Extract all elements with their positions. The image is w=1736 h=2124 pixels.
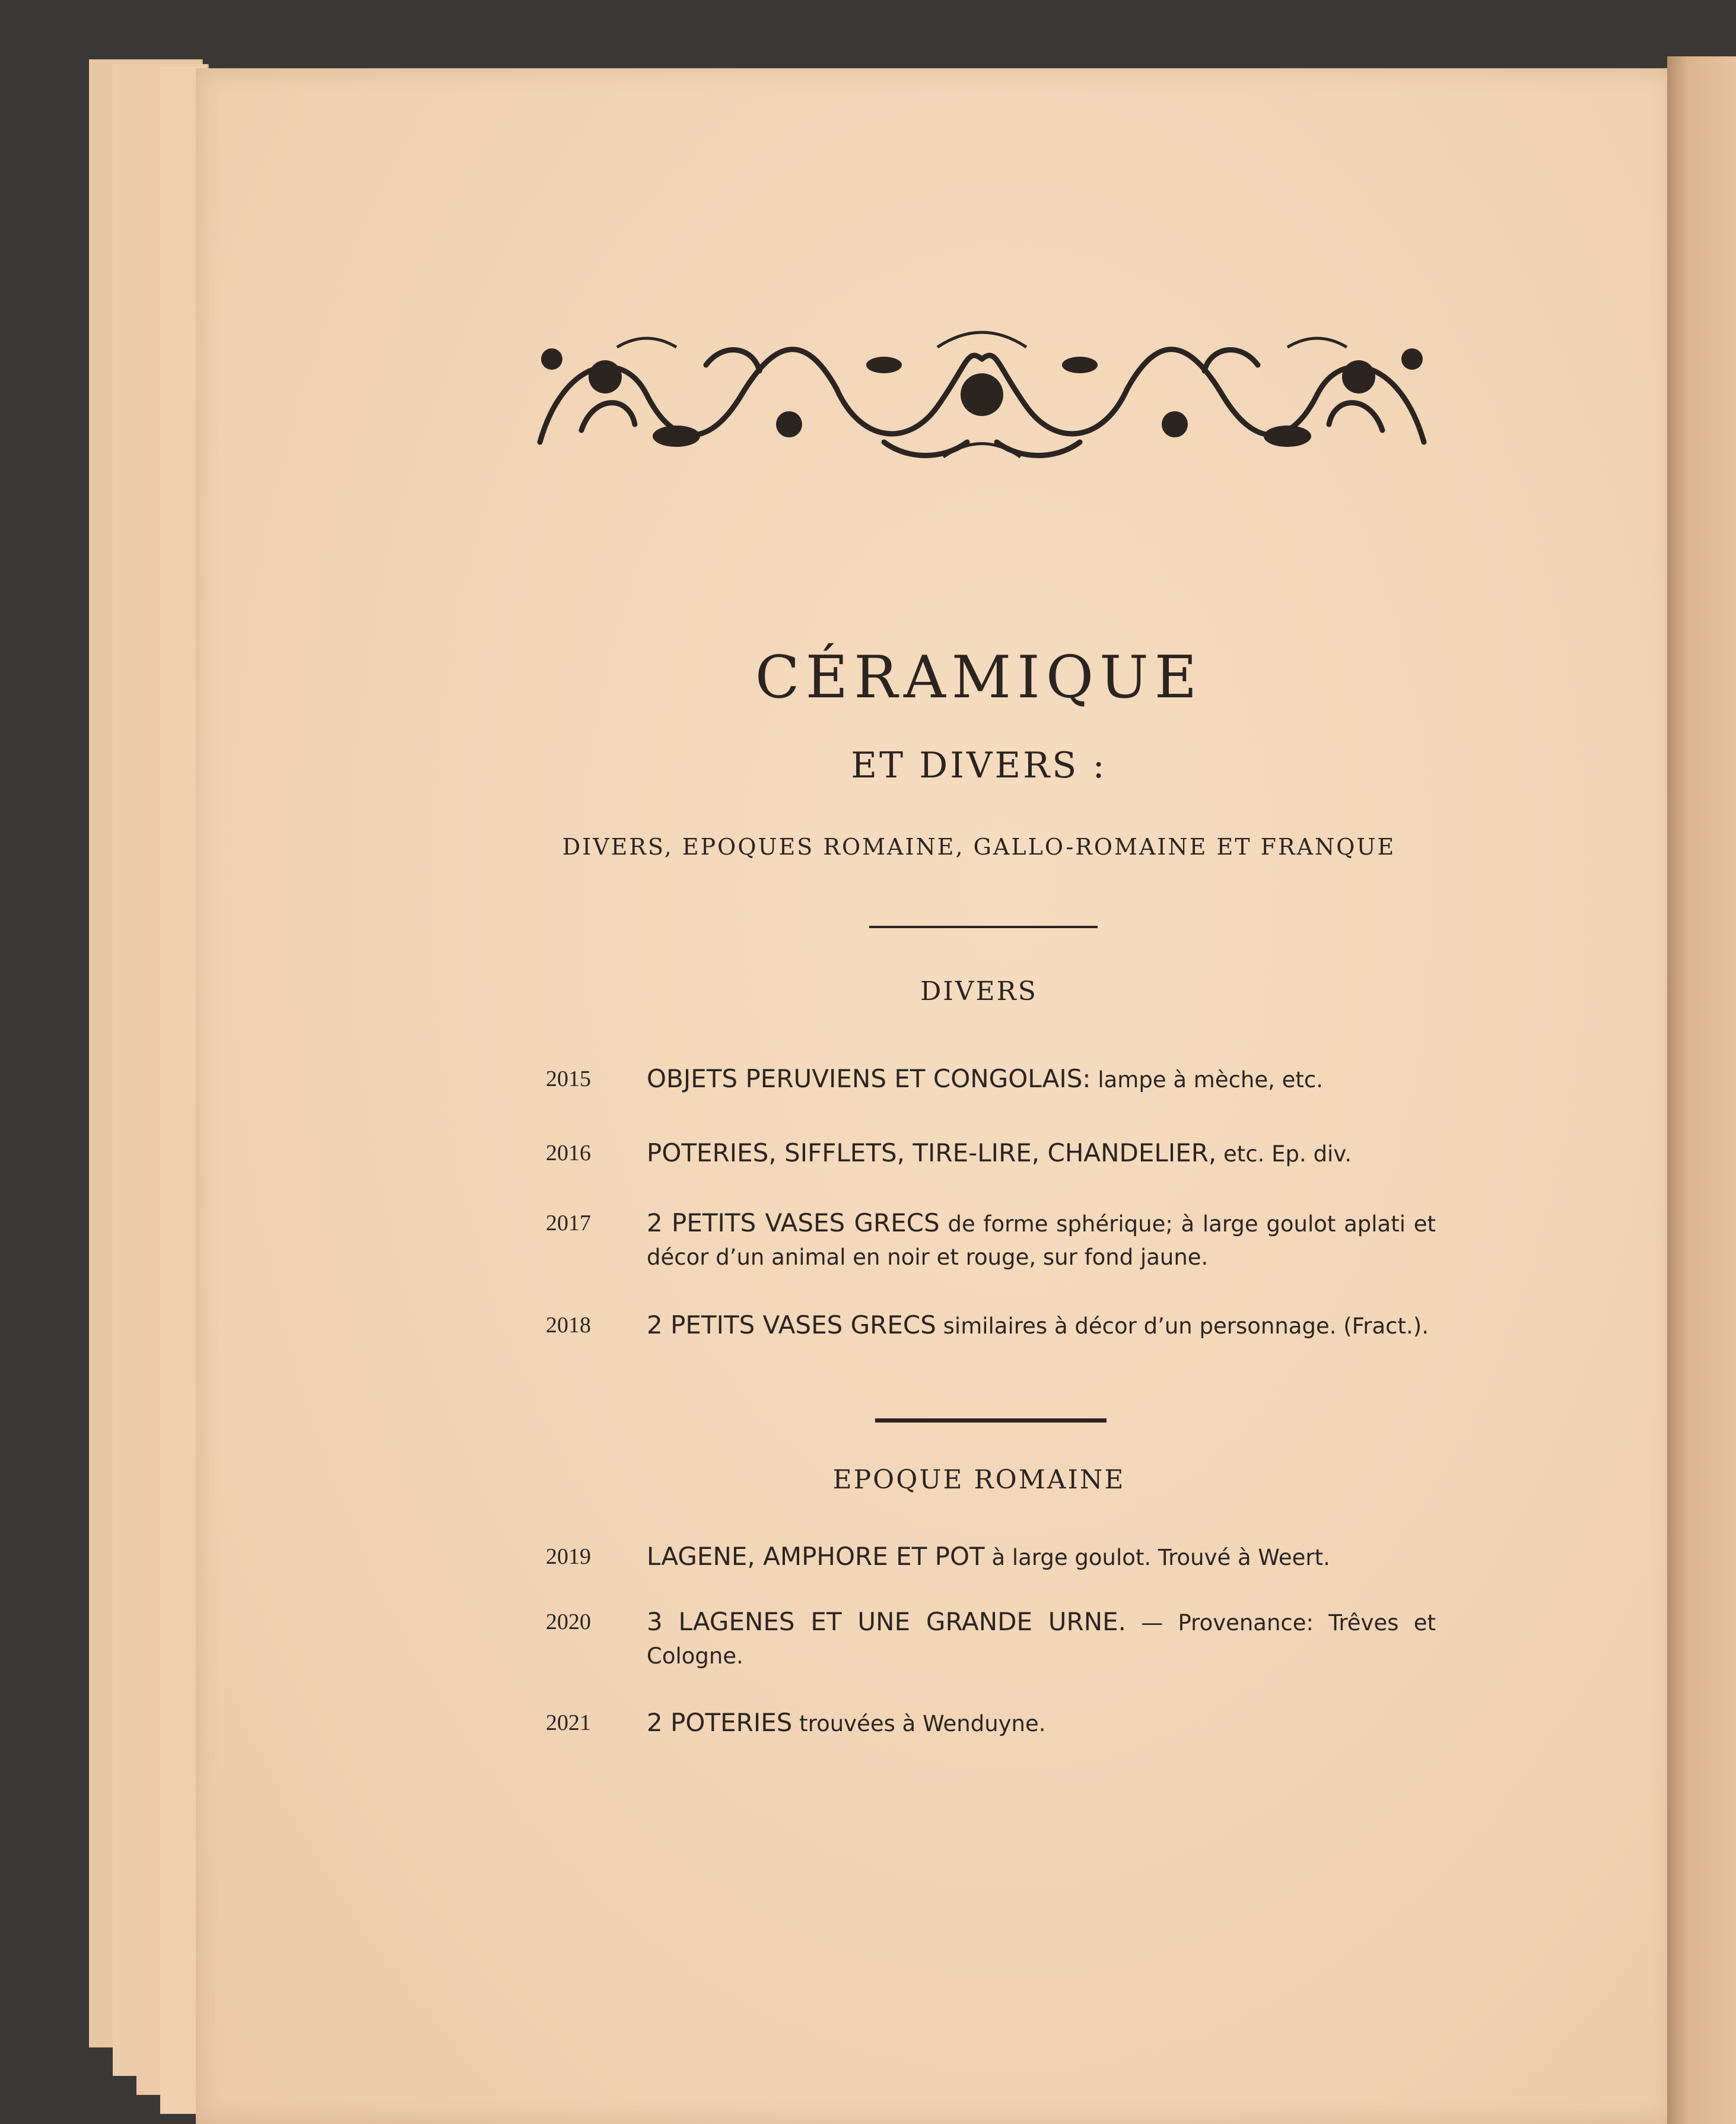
lot-number: 2021 [546, 1710, 591, 1735]
lot-title: LAGENE, AMPHORE ET POT [647, 1542, 985, 1571]
divider [869, 926, 1098, 928]
section-heading-epoque-romaine: EPOQUE ROMAINE [832, 1465, 1125, 1495]
lot-number: 2016 [546, 1141, 591, 1166]
lot-details: etc. Ep. div. [1216, 1141, 1352, 1167]
divider [875, 1418, 1107, 1423]
lot-details: — Provenance: Trêves et Cologne. [647, 1610, 1436, 1669]
page-title: CÉRAMIQUE [755, 644, 1203, 712]
lot-description [647, 1540, 1436, 1574]
lot-title: 2 PETITS VASES GRECS [647, 1310, 936, 1339]
section-heading-divers: DIVERS [920, 976, 1038, 1007]
lot-number: 2017 [546, 1211, 591, 1236]
lot-description [647, 1605, 1436, 1673]
lot-number: 2019 [546, 1544, 591, 1569]
page-subheading: DIVERS, EPOQUES ROMAINE, GALLO-ROMAINE ET FRANQUE [562, 834, 1396, 860]
lot-title: 2 PETITS VASES GRECS [647, 1208, 940, 1237]
lot-title: 3 LAGENES ET UNE GRANDE URNE. [647, 1607, 1127, 1636]
lot-details: similaires à décor d’un personnage. (Fract.). [936, 1313, 1429, 1339]
lot-description [647, 1706, 1436, 1741]
lot-details: à large goulot. Trouvé à Weert. [984, 1545, 1330, 1570]
lot-title: 2 POTERIES [647, 1708, 793, 1737]
lot-number: 2020 [546, 1609, 591, 1634]
lot-details: lampe à mèche, etc. [1090, 1067, 1324, 1093]
lot-description [647, 1062, 1436, 1097]
lot-details: de forme sphérique; à large goulot aplati et décor d’un animal en noir et rouge, sur fond jaune. [647, 1211, 1436, 1270]
book-gutter [1667, 56, 1736, 2124]
page-subtitle: ET DIVERS : [851, 745, 1107, 786]
lot-title: OBJETS PERUVIENS ET CONGOLAIS: [647, 1064, 1091, 1093]
lot-title: POTERIES, SIFFLETS, TIRE-LIRE, CHANDELIER, [647, 1138, 1217, 1167]
lot-description [647, 1309, 1436, 1343]
lot-details: trouvées à Wenduyne. [792, 1711, 1046, 1736]
lot-number: 2018 [546, 1313, 591, 1338]
lot-description [647, 1136, 1436, 1171]
lot-description [647, 1207, 1436, 1274]
lot-number: 2015 [546, 1066, 591, 1091]
floral-scroll-ornament-icon [528, 323, 1436, 466]
